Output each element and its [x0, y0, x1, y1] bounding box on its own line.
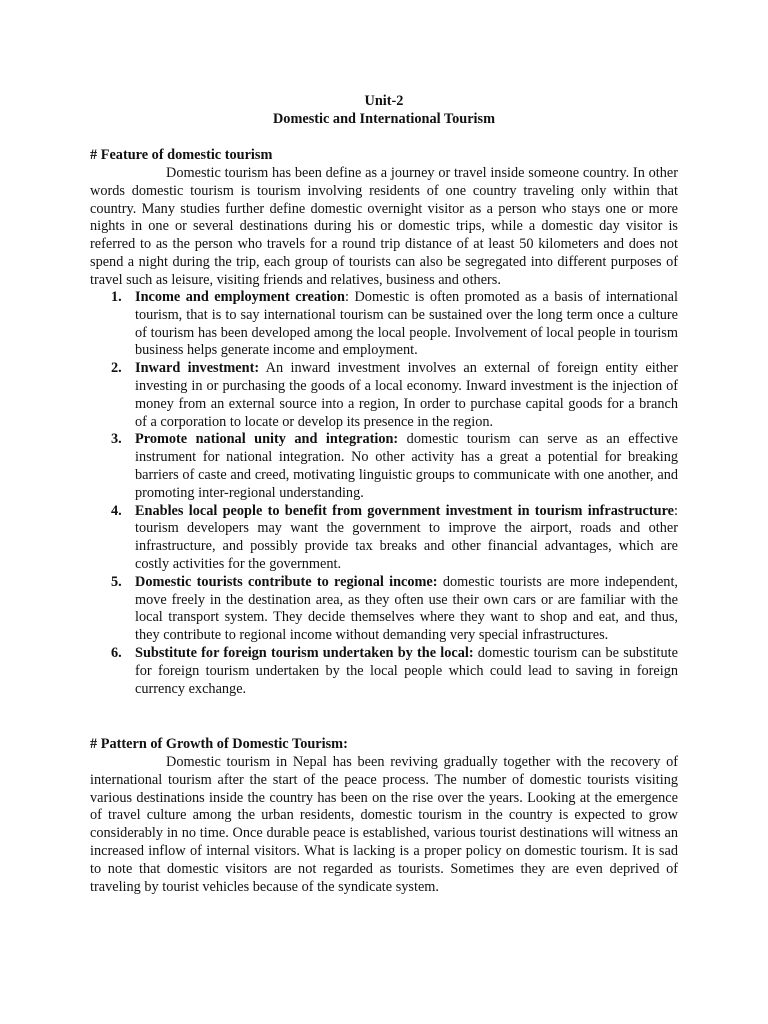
item-number: 4. — [111, 502, 122, 519]
list-item — [90, 360, 678, 431]
intro-paragraph: Domestic tourism has been define as a journey or travel inside someone country. In other words domestic tourism is tourism involving residents of one country traveling only within that country. Many studies further define domestic overnight visitor as a person who stays one or more nights in one or several destinations during his or domestic trips, while a domestic day visitor is referred to as the person who travels for a round trip distance of at least 50 kilometers and does not spend a night during the trip, each group of tourists can also be segregated into different purposes of travel such as leisure, visiting friends and relatives, business and others. — [90, 165, 678, 288]
item-text: : Domestic is often promoted as a basis of international tourism, that is to say international tourism can be sustained over the long term once a culture of tourism has been developed among the local people. Involvement of local people in tourism business helps generate income and employment. — [135, 289, 678, 359]
item-number: 2. — [111, 360, 122, 377]
item-number: 5. — [111, 573, 122, 590]
item-text: domestic tourists are more independent, move freely in the destination area, as they often use their own cars or are familiar with the local transport system. They decide themselves where they want to shop and eat, and thus, they contribute to regional income without demanding very special infrastructures. — [135, 573, 678, 644]
section-heading-features: # Feature of domestic tourism — [90, 147, 273, 163]
item-number: 6. — [111, 644, 122, 661]
section-heading-growth: # Pattern of Growth of Domestic Tourism: — [90, 736, 348, 752]
item-term: Income and employment creation — [135, 289, 346, 305]
item-term: Enables local people to benefit from government investment in tourism infrastructure — [135, 502, 675, 519]
list-item — [90, 645, 678, 698]
item-text: : tourism developers may want the government to improve the airport, roads and other infrastructure, and possibly provide tax breaks and other financial advantages, which are costly activities for the government. — [135, 502, 678, 572]
list-item — [90, 289, 678, 360]
list-item — [90, 503, 678, 574]
item-text: An inward investment involves an external of foreign entity either investing in or purchasing the goods of a local economy. Inward investment is the injection of money from an external source into a region, In order to purchase capital goods for a branch of a corporation to locate or develop its presence in the region. — [135, 360, 678, 430]
item-term: Inward investment: — [135, 360, 260, 377]
growth-paragraph: Domestic tourism in Nepal has been reviving gradually together with the recovery of international tourism after the start of the peace process. The number of domestic tourists visiting various destinations inside the country has been on the rise over the years. Looking at the emergence of travel culture among the urban residents, domestic tourism in the country is expected to grow considerably in no time. Once durable peace is established, various tourist destinations will witness an increased inflow of internal visitors. What is lacking is a proper policy on domestic tourism. It is sad to note that domestic visitors are not regarded as tourists. Sometimes they are even deprived of traveling by tourist vehicles because of the syndicate system. — [90, 754, 678, 895]
item-term: Substitute for foreign tourism undertaken by the local: — [135, 644, 474, 661]
item-text: domestic tourism can serve as an effective instrument for national integration. No other activity has a great a potential for breaking barriers of caste and creed, motivating linguistic groups to communicate with one another, and promoting inter-regional understanding. — [135, 431, 678, 501]
list-item — [90, 574, 678, 645]
item-number: 3. — [111, 431, 122, 448]
feature-list — [90, 289, 678, 698]
list-item — [90, 431, 678, 502]
item-text: domestic tourism can be substitute for foreign tourism undertaken by the local people which could lead to saving in foreign currency exchange. — [135, 644, 678, 697]
unit-title: Unit-2 — [364, 93, 404, 109]
item-term: Promote national unity and integration: — [135, 431, 399, 448]
item-number: 1. — [111, 289, 122, 305]
item-term: Domestic tourists contribute to regional income: — [135, 573, 438, 590]
document-title: Domestic and International Tourism — [272, 111, 496, 127]
